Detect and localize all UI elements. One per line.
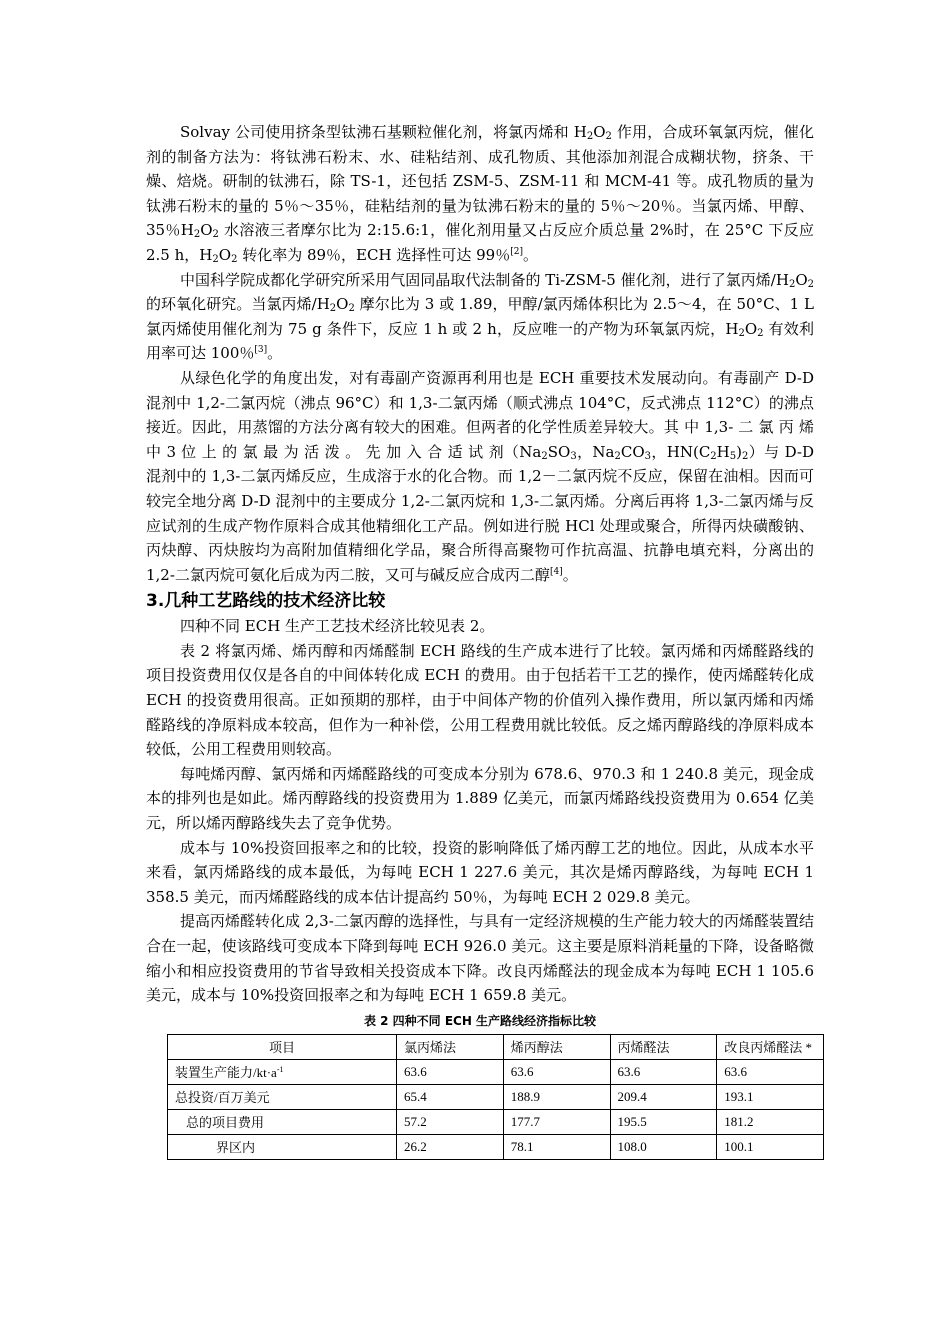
table-row	[168, 1134, 824, 1159]
text-run: 转化率为 89％，ECH 选择性可达 99％	[237, 245, 511, 264]
paragraph-table-intro: 四种不同 ECH 生产工艺技术经济比较见表 2。	[180, 617, 495, 636]
table-row	[168, 1059, 824, 1084]
table-cell: 63.6	[717, 1059, 824, 1084]
table-cell: 63.6	[397, 1059, 504, 1084]
subscript: 2	[329, 303, 337, 315]
text-run: 。	[267, 344, 283, 363]
text-run: 水溶液三者摩尔比为 2:15.6:1，催化剂用量又占反应介质总量 2%时，在 25°C 下反应 2.5 h，H	[146, 221, 814, 264]
text-run: CO	[620, 442, 645, 461]
table-cell: 65.4	[397, 1084, 504, 1109]
table-row-label	[168, 1059, 397, 1084]
text-run: O	[593, 123, 606, 141]
table-row	[168, 1084, 824, 1109]
text-run: ）与 D-D 混剂中的 1,3-二氯丙烯反应，生成溶于水的化合物。而 1,2－二氯丙烷不反应，保留在油相。因而可较完全地分离 D-D 混剂中的主要成分 1,2-二氯丙烷和 1,3-二氯丙烯。分离后再将 1,3-二氯丙烯与反应试剂的生成产物作原料合成其他精细化工产品。例如进行脱 HCl 处理或聚合，所得丙炔磺酸钠、丙炔醇、丙炔胺均为高附加值精细化学品，聚合所得高聚物可作抗高温、抗静电填充料，分离出的 1,2-二氯丙烷可氨化后成为丙二胺，又可与碱反应合成丙二醇	[146, 442, 814, 584]
paragraph-variable-cost: 每吨烯丙醇、氯丙烯和丙烯醛路线的可变成本分别为 678.6、970.3 和 1 240.8 美元，现金成本的排列也是如此。烯丙醇路线的投资费用为 1.889 亿美元，而氯丙烯路线投资费用为 0.654 亿美元，所以烯丙醇路线失去了竞争优势。	[146, 764, 814, 833]
paragraph-improved-acrolein: 提高丙烯醛转化成 2,3-二氯丙醇的选择性，与具有一定经济规模的生产能力较大的丙烯醛装置结合在一起，使该路线可变成本下降到每吨 ECH 926.0 美元。这主要是原料消耗量的下降，设备略微缩小和相应投资费用的节省导致相关投资成本下降。改良丙烯醛法的现金成本为每吨 ECH 1 105.6 美元，成本与 10%投资回报率之和为每吨 ECH 1 659.8 美元。	[146, 912, 814, 1005]
paragraph-solvay	[146, 120, 814, 268]
table-row-label: 总投资/百万美元	[168, 1084, 397, 1109]
text-run: 中国科学院成都化学研究所采用气固同晶取代法制备的 Ti-ZSM-5 催化剂，进行了氯丙烯/H	[180, 270, 789, 289]
subscript: 5	[729, 450, 737, 462]
subscript: 2	[742, 450, 749, 462]
citation-ref: [2]	[510, 246, 523, 257]
table-cell: 63.6	[610, 1059, 717, 1084]
text-run: O	[795, 270, 808, 289]
paragraph-green-chemistry	[146, 366, 814, 587]
table-cell: 100.1	[717, 1134, 824, 1159]
economics-table	[167, 1034, 824, 1160]
text-run: 有效利用率可达 100％	[146, 319, 814, 363]
subscript: 2	[738, 327, 745, 339]
table-cell: 209.4	[610, 1084, 717, 1109]
subscript: 2	[212, 229, 219, 241]
subscript: 2	[807, 278, 814, 290]
text-run: Solvay 公司使用挤条型钛沸石基颗粒催化剂，将氯丙烯和 H	[180, 123, 587, 141]
table-cell: 195.5	[610, 1109, 717, 1134]
text-run: SO	[547, 442, 571, 461]
superscript: -1	[276, 1065, 284, 1075]
subscript: 2	[586, 131, 594, 142]
table-header-cell: 丙烯醛法	[610, 1034, 717, 1059]
citation-ref: [4]	[549, 566, 563, 577]
table-header-cell: 氯丙烯法	[397, 1034, 504, 1059]
subscript: 2	[605, 131, 612, 142]
subscript: 2	[212, 253, 219, 265]
table-row-label: 界区内	[168, 1134, 397, 1159]
paragraph-chengdu	[146, 268, 814, 366]
table-cell: 188.9	[503, 1084, 610, 1109]
text-run: O	[336, 295, 349, 314]
text-run: 从绿色化学的角度出发，对有毒副产资源再利用也是 ECH 重要技术发展动向。有毒副产 D-D 混剂中 1,2-二氯丙烷（沸点 96°C）和 1,3-二氯丙烯（顺式沸点 104°C，反式沸点 112°C）的沸点接近。因此，用蒸馏的方法分离有较大的困难。但两者的化学性质差异较大。其 中 1,3- 二 氯 丙 烯 中 3 位 上 的 氯 最 为 活 泼 。 先 加 入 合 适 试 剂（Na	[146, 368, 814, 461]
table-cell: 63.6	[503, 1059, 610, 1084]
text-run: O	[744, 319, 758, 338]
table-header-cell: 烯丙醇法	[503, 1034, 610, 1059]
table-cell: 78.1	[503, 1134, 610, 1159]
subscript: 2	[541, 450, 548, 462]
table-caption: 表 2 四种不同 ECH 生产路线经济指标比较	[363, 1013, 597, 1028]
text-run: O	[218, 245, 232, 264]
subscript: 3	[644, 450, 652, 462]
subscript: 2	[193, 229, 201, 241]
table-cell: 181.2	[717, 1109, 824, 1134]
subscript: 3	[570, 450, 577, 462]
table-row	[168, 1109, 824, 1134]
subscript: 2	[231, 253, 238, 265]
table-header-cell: 项目	[168, 1034, 397, 1059]
citation-ref: [3]	[254, 345, 268, 356]
table-row-label: 总的项目费用	[168, 1109, 397, 1134]
text-run: 摩尔比为 3 或 1.89，甲醇/氯丙烯体积比为 2.5～4，在 50°C、1 L 氯丙烯使用催化剂为 75 g 条件下，反应 1 h 或 2 h，反应唯一的产物为环氧氯丙烷，H	[146, 295, 814, 338]
table-cell: 57.2	[397, 1109, 504, 1134]
subscript: 2	[614, 450, 621, 462]
text-run: )	[736, 442, 742, 461]
text-run: ，HN(C	[651, 442, 711, 461]
paragraph-cost-comparison: 表 2 将氯丙烯、烯丙醇和丙烯醛制 ECH 路线的生产成本进行了比较。氯丙烯和丙烯醛路线的项目投资费用仅仅是各自的中间体转化成 ECH 的费用。由于包括若干工艺的操作，使丙烯醛转化成 ECH 的投资费用很高。正如预期的那样，由于中间体产物的价值列入操作费用，所以氯丙烯和丙烯醛路线的净原料成本较高，但作为一种补偿，公用工程费用就比较低。反之烯丙醇路线的净原料成本较低，公用工程费用则较高。	[146, 641, 814, 759]
text-run: O	[200, 221, 213, 240]
text-run: 。	[562, 565, 578, 584]
text-run: 作用，合成环氧氯丙烷，催化剂的制备方法为：将钛沸石粉末、水、硅粘结剂、成孔物质、其他添加剂混合成糊状物，挤条、干燥、焙烧。研制的钛沸石，除 TS-1，还包括 ZSM-5、ZSM-11 和 MCM-41 等。成孔物质的量为钛沸石粉末的量的 5％～35％，硅粘结剂的量为钛沸石粉末的量的 5％～20％。当氯丙烯、甲醇、35％H	[146, 123, 814, 240]
table-cell: 177.7	[503, 1109, 610, 1134]
table-header-cell: 改良丙烯醛法 *	[717, 1034, 824, 1059]
subscript: 2	[348, 303, 355, 315]
text-run: H	[716, 442, 730, 461]
table-cell: 26.2	[397, 1134, 504, 1159]
document-page	[146, 120, 814, 1160]
text-run: 。	[522, 245, 538, 264]
subscript: 2	[710, 450, 717, 462]
text-run: 的环氧化研究。当氯丙烯/H	[146, 295, 330, 314]
row-label-text: 装置生产能力/kt·a	[175, 1065, 277, 1081]
table-header-row	[168, 1034, 824, 1059]
table-cell: 193.1	[717, 1084, 824, 1109]
subscript: 2	[757, 327, 764, 339]
table-cell: 108.0	[610, 1134, 717, 1159]
subscript: 2	[788, 278, 796, 290]
text-run: ，Na	[576, 442, 615, 461]
paragraph-return-rate: 成本与 10%投资回报率之和的比较，投资的影响降低了烯丙醇工艺的地位。因此，从成本水平来看，氯丙烯路线的成本最低，为每吨 ECH 1 227.6 美元，其次是烯丙醇路线，为每吨 ECH 1 358.5 美元，而丙烯醛路线的成本估计提高约 50％，为每吨 ECH 2 029.8 美元。	[146, 838, 814, 906]
section-heading: 3.几种工艺路线的技术经济比较	[146, 591, 386, 612]
